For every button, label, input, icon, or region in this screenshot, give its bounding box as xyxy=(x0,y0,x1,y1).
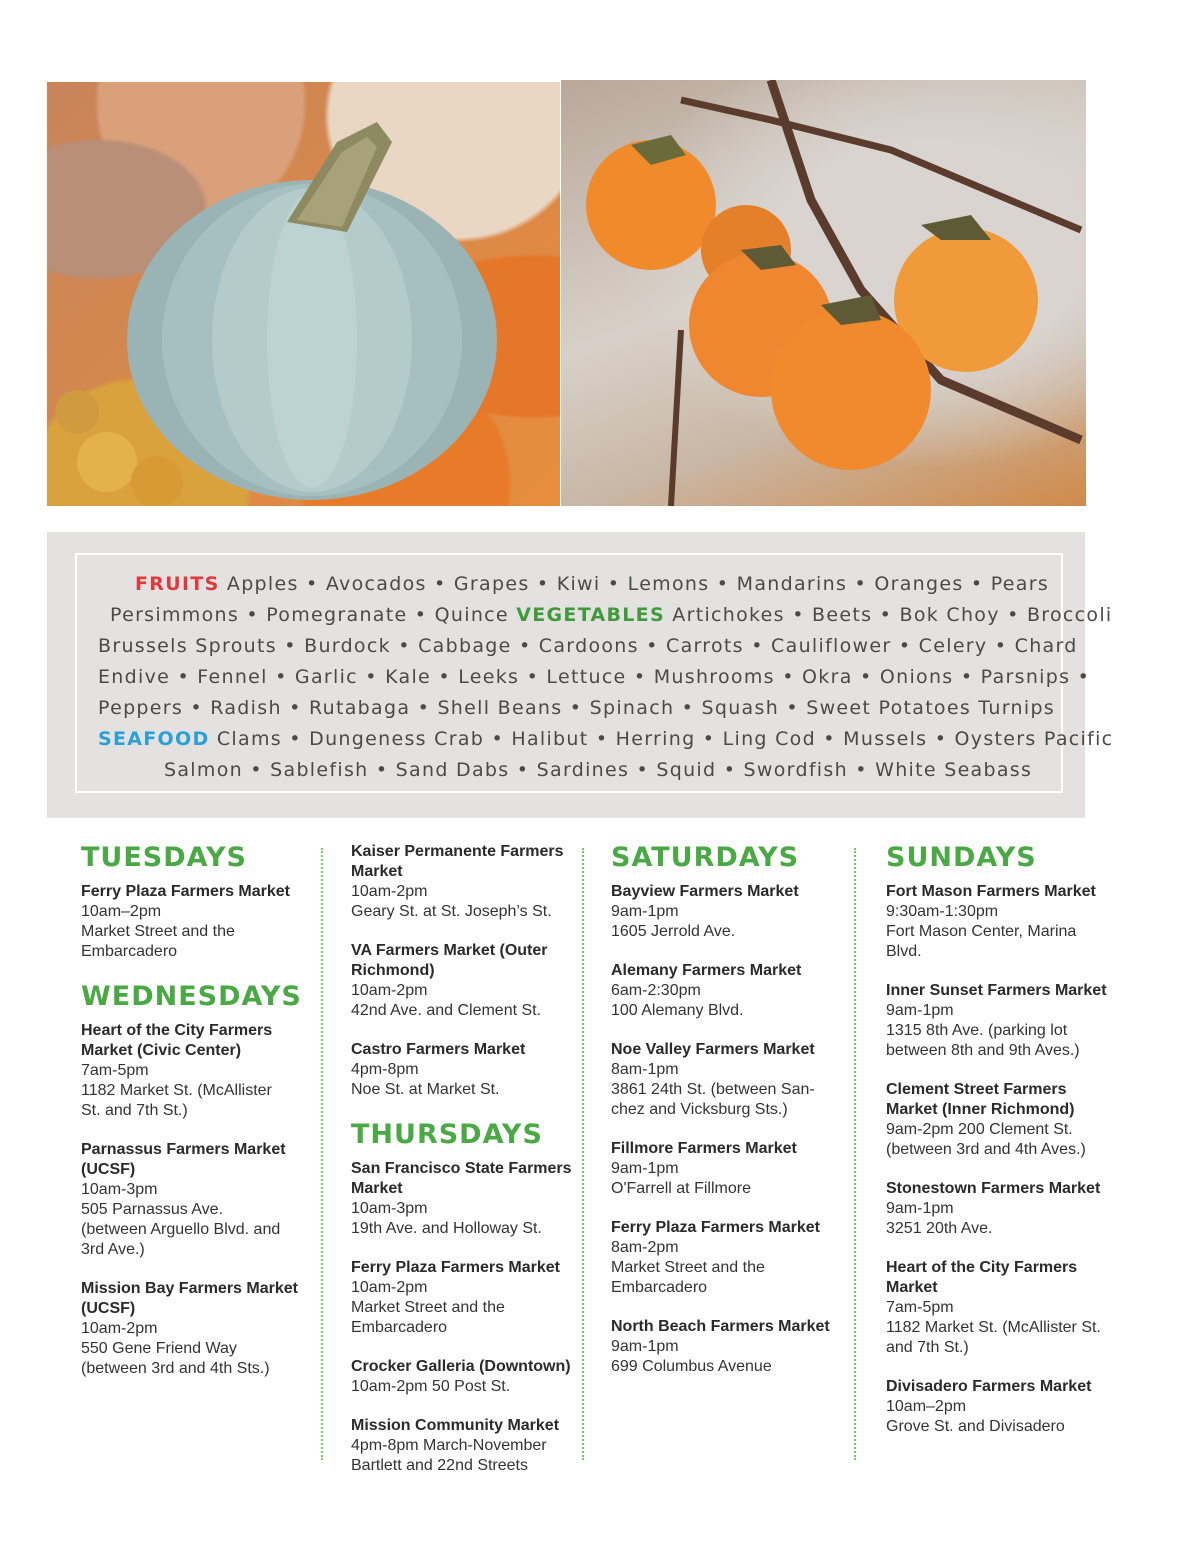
market-entry xyxy=(351,941,576,1021)
day-heading: THURSDAYS xyxy=(351,1119,543,1150)
market-detail: 9:30am-1:30pm xyxy=(886,903,999,920)
market-detail: Blvd. xyxy=(886,943,922,960)
market-name: Clement Street Farmers Market (Inner Richmond) xyxy=(886,1081,1075,1118)
market-entry xyxy=(351,1040,576,1100)
market-name: San Francisco State Farmers Market xyxy=(351,1160,572,1197)
pumpkins-illustration xyxy=(47,82,560,506)
market-detail: chez and Vicksburg Sts.) xyxy=(611,1101,788,1118)
market-detail: 9am-1pm xyxy=(611,903,679,920)
market-detail: 10am-2pm xyxy=(351,883,428,900)
market-detail: 3861 24th St. (between San- xyxy=(611,1081,815,1098)
market-detail: (between Arguello Blvd. and xyxy=(81,1221,281,1238)
produce-items: Clams • Dungeness Crab • Halibut • Herring • Ling Cod • Mussels • Oysters Pacific xyxy=(209,728,1114,750)
market-name: Bayview Farmers Market xyxy=(611,883,799,900)
market-detail: 550 Gene Friend Way xyxy=(81,1340,237,1357)
produce-line xyxy=(98,634,1078,658)
column-divider xyxy=(854,848,856,1460)
market-entry xyxy=(81,1140,306,1260)
produce-items: Peppers • Radish • Rutabaga • Shell Beans • Spinach • Squash • Sweet Potatoes Turnips xyxy=(98,697,1056,719)
market-entry xyxy=(611,1040,836,1120)
market-entry xyxy=(611,1218,836,1298)
market-name: Crocker Galleria (Downtown) xyxy=(351,1358,571,1375)
market-detail: 10am-3pm xyxy=(351,1200,428,1217)
market-detail: Geary St. at St. Joseph’s St. xyxy=(351,903,552,920)
produce-line xyxy=(98,696,1055,720)
market-detail: Embarcadero xyxy=(81,943,178,960)
market-entry xyxy=(611,1317,836,1377)
market-detail: 10am-2pm xyxy=(351,1279,428,1296)
market-entry xyxy=(611,961,836,1021)
market-name: Kaiser Permanente Farmers Market xyxy=(351,843,564,880)
market-detail: Market Street and the xyxy=(351,1299,505,1316)
market-detail: 42nd Ave. and Clement St. xyxy=(351,1002,542,1019)
market-detail: 1605 Jerrold Ave. xyxy=(611,923,736,940)
market-detail: 1182 Market St. (McAllister St. xyxy=(886,1319,1101,1336)
schedule-column-1 xyxy=(81,842,306,1398)
market-detail: 10am-2pm xyxy=(81,1320,158,1337)
market-detail: Embarcadero xyxy=(611,1279,708,1296)
market-detail: Grove St. and Divisadero xyxy=(886,1418,1065,1435)
schedule-column-4 xyxy=(886,842,1111,1456)
market-entry xyxy=(81,1279,306,1379)
category-label-seafood: SEAFOOD xyxy=(98,728,210,750)
schedule-column-2 xyxy=(351,842,576,1495)
market-detail: 19th Ave. and Holloway St. xyxy=(351,1220,542,1237)
market-name: Ferry Plaza Farmers Market xyxy=(351,1259,560,1276)
produce-items: Salmon • Sablefish • Sand Dabs • Sardines • Squid • Swordfish • White Seabass xyxy=(164,759,1033,781)
market-detail: 3rd Ave.) xyxy=(81,1241,145,1258)
market-name: Divisadero Farmers Market xyxy=(886,1378,1092,1395)
market-detail: 10am–2pm xyxy=(81,903,162,920)
market-detail: between 8th and 9th Aves.) xyxy=(886,1042,1080,1059)
market-detail: Fort Mason Center, Marina xyxy=(886,923,1077,940)
market-entry xyxy=(351,1357,576,1397)
market-detail: 9am-1pm xyxy=(886,1002,954,1019)
produce-line xyxy=(135,572,1049,596)
market-entry xyxy=(886,1179,1111,1239)
market-detail: 3251 20th Ave. xyxy=(886,1220,993,1237)
market-entry xyxy=(351,842,576,922)
market-name: Alemany Farmers Market xyxy=(611,962,802,979)
market-detail: 9am-1pm xyxy=(611,1160,679,1177)
market-name: Heart of the City Farmers Market (Civic Center) xyxy=(81,1022,273,1059)
market-name: Mission Community Market xyxy=(351,1417,560,1434)
market-detail: 9am-2pm 200 Clement St. xyxy=(886,1121,1073,1138)
produce-list-box xyxy=(75,553,1114,793)
market-entry xyxy=(886,1258,1111,1358)
market-entry xyxy=(886,1080,1111,1160)
market-detail: St. and 7th St.) xyxy=(81,1102,188,1119)
market-detail: (between 3rd and 4th Aves.) xyxy=(886,1141,1086,1158)
column-divider xyxy=(582,848,584,1460)
schedule-column-3 xyxy=(611,842,836,1396)
produce-line xyxy=(110,603,1112,627)
market-entry xyxy=(611,882,836,942)
market-entry xyxy=(886,882,1111,962)
market-detail: 6am-2:30pm xyxy=(611,982,701,999)
market-detail: 10am-2pm xyxy=(351,982,428,999)
produce-line xyxy=(98,665,1090,689)
day-heading: TUESDAYS xyxy=(81,842,247,873)
day-heading: WEDNESDAYS xyxy=(81,981,302,1012)
market-detail: O'Farrell at Fillmore xyxy=(611,1180,751,1197)
market-entry xyxy=(611,1139,836,1199)
market-name: Castro Farmers Market xyxy=(351,1041,526,1058)
market-name: North Beach Farmers Market xyxy=(611,1318,830,1335)
column-divider xyxy=(321,848,323,1460)
produce-panel xyxy=(47,532,1114,818)
market-name: Inner Sunset Farmers Market xyxy=(886,982,1107,999)
category-label-veg: VEGETABLES xyxy=(516,604,665,626)
market-detail: 10am-3pm xyxy=(81,1181,158,1198)
market-detail: 505 Parnassus Ave. xyxy=(81,1201,224,1218)
market-name: Ferry Plaza Farmers Market xyxy=(81,883,290,900)
market-name: Parnassus Farmers Market (UCSF) xyxy=(81,1141,286,1178)
produce-line xyxy=(164,758,1032,782)
market-detail: 1182 Market St. (McAllister xyxy=(81,1082,272,1099)
market-entry xyxy=(351,1416,576,1476)
produce-line xyxy=(98,727,1113,751)
market-name: Mission Bay Farmers Market (UCSF) xyxy=(81,1280,298,1317)
market-entry xyxy=(351,1258,576,1338)
pumpkins-photo xyxy=(47,82,560,506)
day-heading: SUNDAYS xyxy=(886,842,1037,873)
market-entry xyxy=(886,1377,1111,1437)
market-detail: 9am-1pm xyxy=(886,1200,954,1217)
market-detail: 1315 8th Ave. (parking lot xyxy=(886,1022,1068,1039)
market-detail: Market Street and the xyxy=(81,923,235,940)
produce-items: Brussels Sprouts • Burdock • Cabbage • Cardoons • Carrots • Cauliflower • Celery • Chard xyxy=(98,635,1078,657)
market-detail: 7am-5pm xyxy=(81,1062,149,1079)
market-detail: and 7th St.) xyxy=(886,1339,969,1356)
market-name: Fillmore Farmers Market xyxy=(611,1140,797,1157)
day-heading: SATURDAYS xyxy=(611,842,800,873)
market-detail: (between 3rd and 4th Sts.) xyxy=(81,1360,270,1377)
produce-items: Artichokes • Beets • Bok Choy • Broccoli xyxy=(664,604,1113,626)
market-detail: Bartlett and 22nd Streets xyxy=(351,1457,528,1474)
market-detail: 8am-1pm xyxy=(611,1061,679,1078)
market-name: VA Farmers Market (Outer Richmond) xyxy=(351,942,548,979)
market-detail: Noe St. at Market St. xyxy=(351,1081,500,1098)
market-entry xyxy=(81,1021,306,1121)
market-detail: Market Street and the xyxy=(611,1259,765,1276)
market-detail: 9am-1pm xyxy=(611,1338,679,1355)
market-detail: 10am–2pm xyxy=(886,1398,967,1415)
persimmons-photo xyxy=(561,80,1086,506)
market-name: Heart of the City Farmers Market xyxy=(886,1259,1078,1296)
market-detail: 10am-2pm 50 Post St. xyxy=(351,1378,511,1395)
market-name: Stonestown Farmers Market xyxy=(886,1180,1101,1197)
market-entry xyxy=(351,1159,576,1239)
market-detail: 4pm-8pm March-November xyxy=(351,1437,547,1454)
market-detail: 8am-2pm xyxy=(611,1239,679,1256)
produce-items: Apples • Avocados • Grapes • Kiwi • Lemons • Mandarins • Oranges • Pears xyxy=(219,573,1050,595)
persimmons-illustration xyxy=(561,80,1086,506)
market-name: Fort Mason Farmers Market xyxy=(886,883,1096,900)
market-detail: 699 Columbus Avenue xyxy=(611,1358,772,1375)
market-name: Ferry Plaza Farmers Market xyxy=(611,1219,820,1236)
produce-items: Endive • Fennel • Garlic • Kale • Leeks • Lettuce • Mushrooms • Okra • Onions • Parsnips • xyxy=(98,666,1091,688)
market-name: Noe Valley Farmers Market xyxy=(611,1041,815,1058)
market-entry xyxy=(886,981,1111,1061)
market-detail: 100 Alemany Blvd. xyxy=(611,1002,744,1019)
market-detail: 4pm-8pm xyxy=(351,1061,419,1078)
category-label-fruits: FRUITS xyxy=(135,573,220,595)
market-detail: 7am-5pm xyxy=(886,1299,954,1316)
market-detail: Embarcadero xyxy=(351,1319,448,1336)
produce-items: Persimmons • Pomegranate • Quince xyxy=(110,604,517,626)
market-entry xyxy=(81,882,306,962)
